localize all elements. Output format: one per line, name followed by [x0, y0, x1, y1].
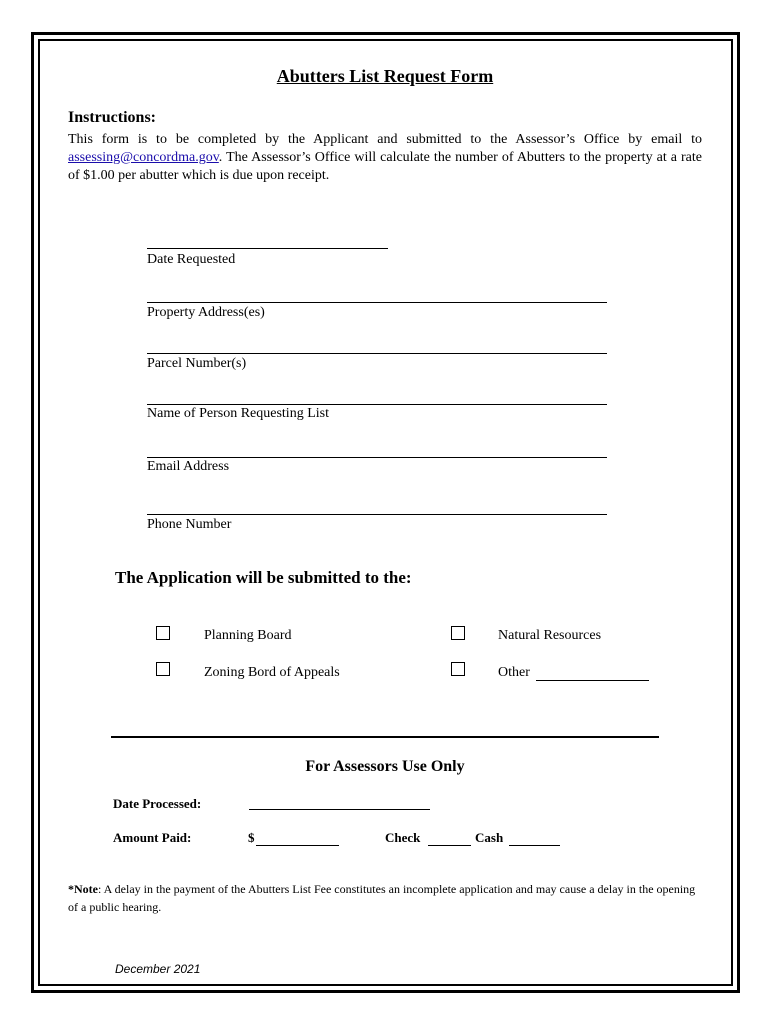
amount-paid-line[interactable]: [256, 845, 339, 846]
note-label: *Note: [68, 882, 98, 896]
note-text: [68, 880, 698, 916]
date-processed-label: Date Processed:: [113, 796, 202, 811]
instructions-text: [68, 131, 702, 185]
name-requesting-line[interactable]: [147, 404, 607, 405]
zoning-board-label: Zoning Bord of Appeals: [204, 665, 340, 680]
zoning-board-checkbox[interactable]: [156, 662, 170, 676]
note-body: : A delay in the payment of the Abutters List Fee constitutes an incomplete application and may cause a delay in the opening of a public hearing.: [68, 882, 696, 914]
property-address-line[interactable]: [147, 302, 607, 303]
natural-resources-checkbox[interactable]: [451, 626, 465, 640]
cash-line[interactable]: [509, 845, 560, 846]
other-label: Other: [498, 665, 530, 680]
date-requested-line[interactable]: [147, 248, 388, 249]
parcel-number-label: Parcel Number(s): [147, 356, 247, 371]
dollar-sign: $: [248, 830, 255, 845]
planning-board-checkbox[interactable]: [156, 626, 170, 640]
natural-resources-label: Natural Resources: [498, 628, 602, 643]
amount-paid-label: Amount Paid:: [113, 830, 192, 845]
date-requested-label: Date Requested: [147, 252, 236, 267]
phone-number-label: Phone Number: [147, 517, 232, 532]
email-address-label: Email Address: [147, 459, 230, 474]
email-address-line[interactable]: [147, 457, 607, 458]
instructions-text-end: . The Assessor’s Office will calculate the number of Abutters to the property at a rate of $1.00 per abutter which is due upon receipt.: [68, 150, 702, 183]
phone-number-line[interactable]: [147, 514, 607, 515]
instructions-heading: Instructions:: [68, 109, 157, 126]
submission-heading: The Application will be submitted to the:: [115, 568, 412, 587]
form-title: Abutters List Request Form: [276, 66, 494, 86]
property-address-label: Property Address(es): [147, 305, 265, 320]
name-requesting-label: Name of Person Requesting List: [147, 406, 329, 421]
section-divider: [111, 736, 659, 738]
assessors-heading: For Assessors Use Only: [305, 758, 465, 775]
parcel-number-line[interactable]: [147, 353, 607, 354]
planning-board-label: Planning Board: [204, 628, 292, 643]
other-checkbox[interactable]: [451, 662, 465, 676]
instructions-text-start: This form is to be completed by the Applicant and submitted to the Assessor’s Office by email to: [68, 132, 702, 147]
date-processed-line[interactable]: [249, 809, 430, 810]
check-line[interactable]: [428, 845, 471, 846]
cash-label: Cash: [475, 830, 504, 845]
email-link[interactable]: assessing@concordma.gov: [68, 150, 219, 165]
check-label: Check: [385, 830, 421, 845]
other-line[interactable]: [536, 680, 649, 681]
footer-date: December 2021: [115, 962, 201, 976]
